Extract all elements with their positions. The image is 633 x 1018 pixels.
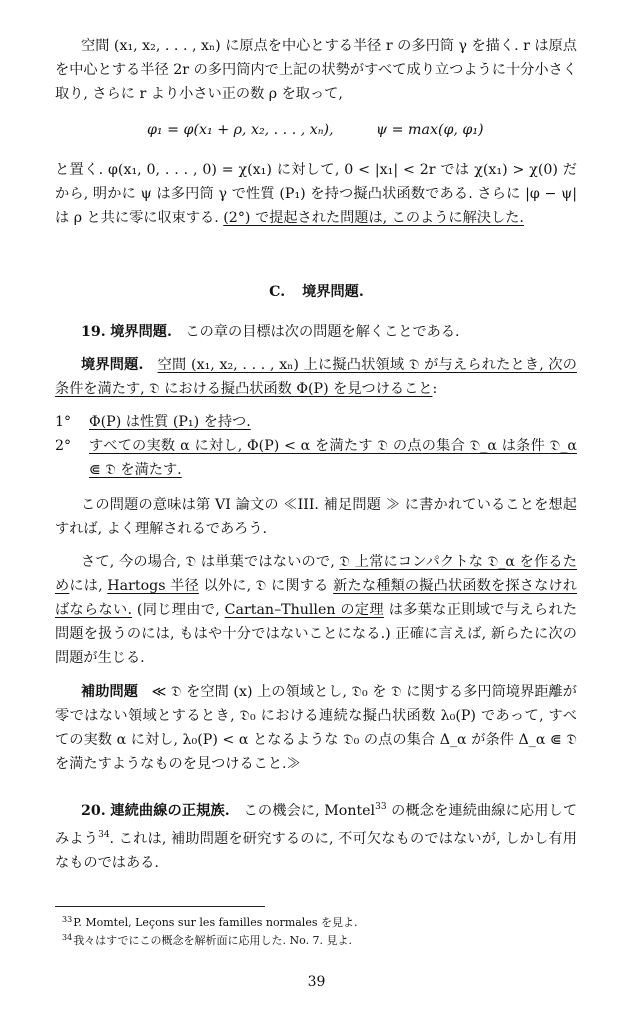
paragraph-meaning-text: この問題の意味は第 VI 論文の ≪III. 補足問題 ≫ に書かれていることを想起すれば, よく理解されるであろう.	[55, 497, 577, 537]
footnote-33-text: P. Momtel, Leçons sur les familles normales を見よ.	[73, 916, 358, 929]
section-title: 境界問題.	[302, 284, 364, 300]
section-19	[55, 320, 577, 344]
paragraph-now-cartan-thullen: Cartan–Thullen の定理	[224, 602, 384, 618]
condition-2	[55, 434, 577, 482]
footnote-33	[62, 912, 357, 930]
auxiliary-problem-label: 補助問題	[81, 684, 138, 700]
boundary-problem-tail: :	[432, 381, 438, 397]
auxiliary-problem-text: ≪ 𝔇 を空間 (x) 上の領域とし, 𝔇₀ を 𝔇 に関する多円筒境界距離が零ではない領域とするとき, 𝔇₀ における連続な擬凸状函数 λ₀(P) であって, すべての実数 α に対し, λ₀(P) < α となるような 𝔇₀ の点の集合 Δ_α が条件 Δ_α ⋐ 𝔇 を満たすようなものを見つけること.≫	[55, 684, 577, 772]
paragraph-now-g: (同じ理由で,	[136, 602, 220, 618]
boundary-problem-text: 空間 (x₁, x₂, . . . , xₙ) 上に擬凸状領域 𝔇 が与えられたとき, 次の条件を満たす, 𝔇 における擬凸状函数 Φ(P) を見つけること	[55, 357, 577, 397]
condition-1-text: Φ(P) は性質 (P₁) を持つ.	[89, 414, 251, 430]
footnote-ref-33[interactable]: 33	[375, 802, 387, 812]
condition-1	[55, 410, 577, 434]
paragraph-definition-underlined: (2°) で提起された問題は, このように解決した.	[223, 210, 524, 226]
paragraph-now-e: 以外に, 𝔇 に関する	[203, 578, 329, 594]
paragraph-intro-text: 空間 (x₁, x₂, . . . , xₙ) に原点を中心とする半径 r の多円筒 γ を描く. r は原点を中心とする半径 2r の多円筒内で上記の状勢がすべて成り立つように十分小さく取り, さらに r より小さい正の数 ρ を取って,	[55, 38, 577, 102]
paragraph-now-i: は多葉な正則域で与えられた問題を扱うのには, もはや十分ではないことになる.) 正確に言えば, 新らたに次の問題が生じる.	[55, 602, 578, 666]
section-20-number: 20.	[81, 803, 106, 819]
section-19-number: 19.	[81, 324, 106, 340]
section-20-title: 連続曲線の正規族.	[110, 803, 230, 819]
footnote-34-text: 我々はすでにこの概念を解析面に応用した. No. 7. 見よ.	[73, 934, 353, 947]
footnote-divider	[55, 906, 265, 907]
section-heading	[0, 281, 633, 301]
footnote-33-mark: 33	[62, 915, 73, 924]
boundary-problem	[55, 353, 577, 401]
auxiliary-problem	[55, 680, 577, 776]
section-19-text: この章の目標は次の問題を解くことである.	[185, 324, 460, 340]
footnote-ref-34[interactable]: 34	[98, 830, 110, 840]
paragraph-intro	[55, 34, 577, 106]
equation-right: ψ = max(φ, φ₁)	[376, 122, 484, 138]
paragraph-definition	[55, 158, 577, 230]
equation-left: φ₁ = φ(x₁ + ρ, x₂, . . . , xₙ),	[147, 122, 334, 138]
paragraph-meaning	[55, 493, 577, 541]
section-20-text1: この機会に, Montel	[243, 803, 376, 819]
paragraph-now-b: 𝔇 上常にコンパクトな 𝔇_α を作るため	[55, 554, 577, 594]
paragraph-now-hartogs: Hartogs 半径	[107, 578, 199, 594]
section-20-text2: の概念を連続曲線に応用してみよう	[55, 803, 578, 847]
condition-2-number: 2°	[55, 438, 72, 454]
footnote-34	[62, 930, 352, 948]
boundary-problem-label: 境界問題.	[81, 357, 144, 373]
section-20-text3: . これは, 補助問題を研究するのに, 不可欠なものではないが, しかし有用なものではある.	[55, 831, 577, 871]
section-19-title: 境界問題.	[110, 324, 172, 340]
page-number: 39	[307, 974, 326, 990]
condition-1-number: 1°	[55, 414, 72, 430]
paragraph-now-f: 新たな種類の擬凸状函数を探さなければならない.	[55, 578, 577, 618]
footnote-34-mark: 34	[62, 933, 73, 942]
paragraph-now-c: には,	[69, 578, 103, 594]
paragraph-now	[55, 550, 577, 670]
section-letter: C.	[269, 284, 286, 300]
paragraph-now-a: さて, 今の場合, 𝔇 は単葉ではないので,	[81, 554, 335, 570]
section-20	[55, 795, 577, 875]
paragraph-definition-text: と置く. φ(x₁, 0, . . . , 0) = χ(x₁) に対して, 0 < |x₁| < 2r では χ(x₁) > χ(0) だから, 明かに ψ は多円筒 γ で性質 (P₁) を持つ擬凸状函数である. さらに |φ − ψ| は ρ と共に零に収束する.	[55, 162, 577, 226]
condition-2-text: すべての実数 α に対し, Φ(P) < α を満たす 𝔇 の点の集合 𝔇_α は条件 𝔇_α ⋐ 𝔇 を満たす.	[89, 438, 577, 478]
